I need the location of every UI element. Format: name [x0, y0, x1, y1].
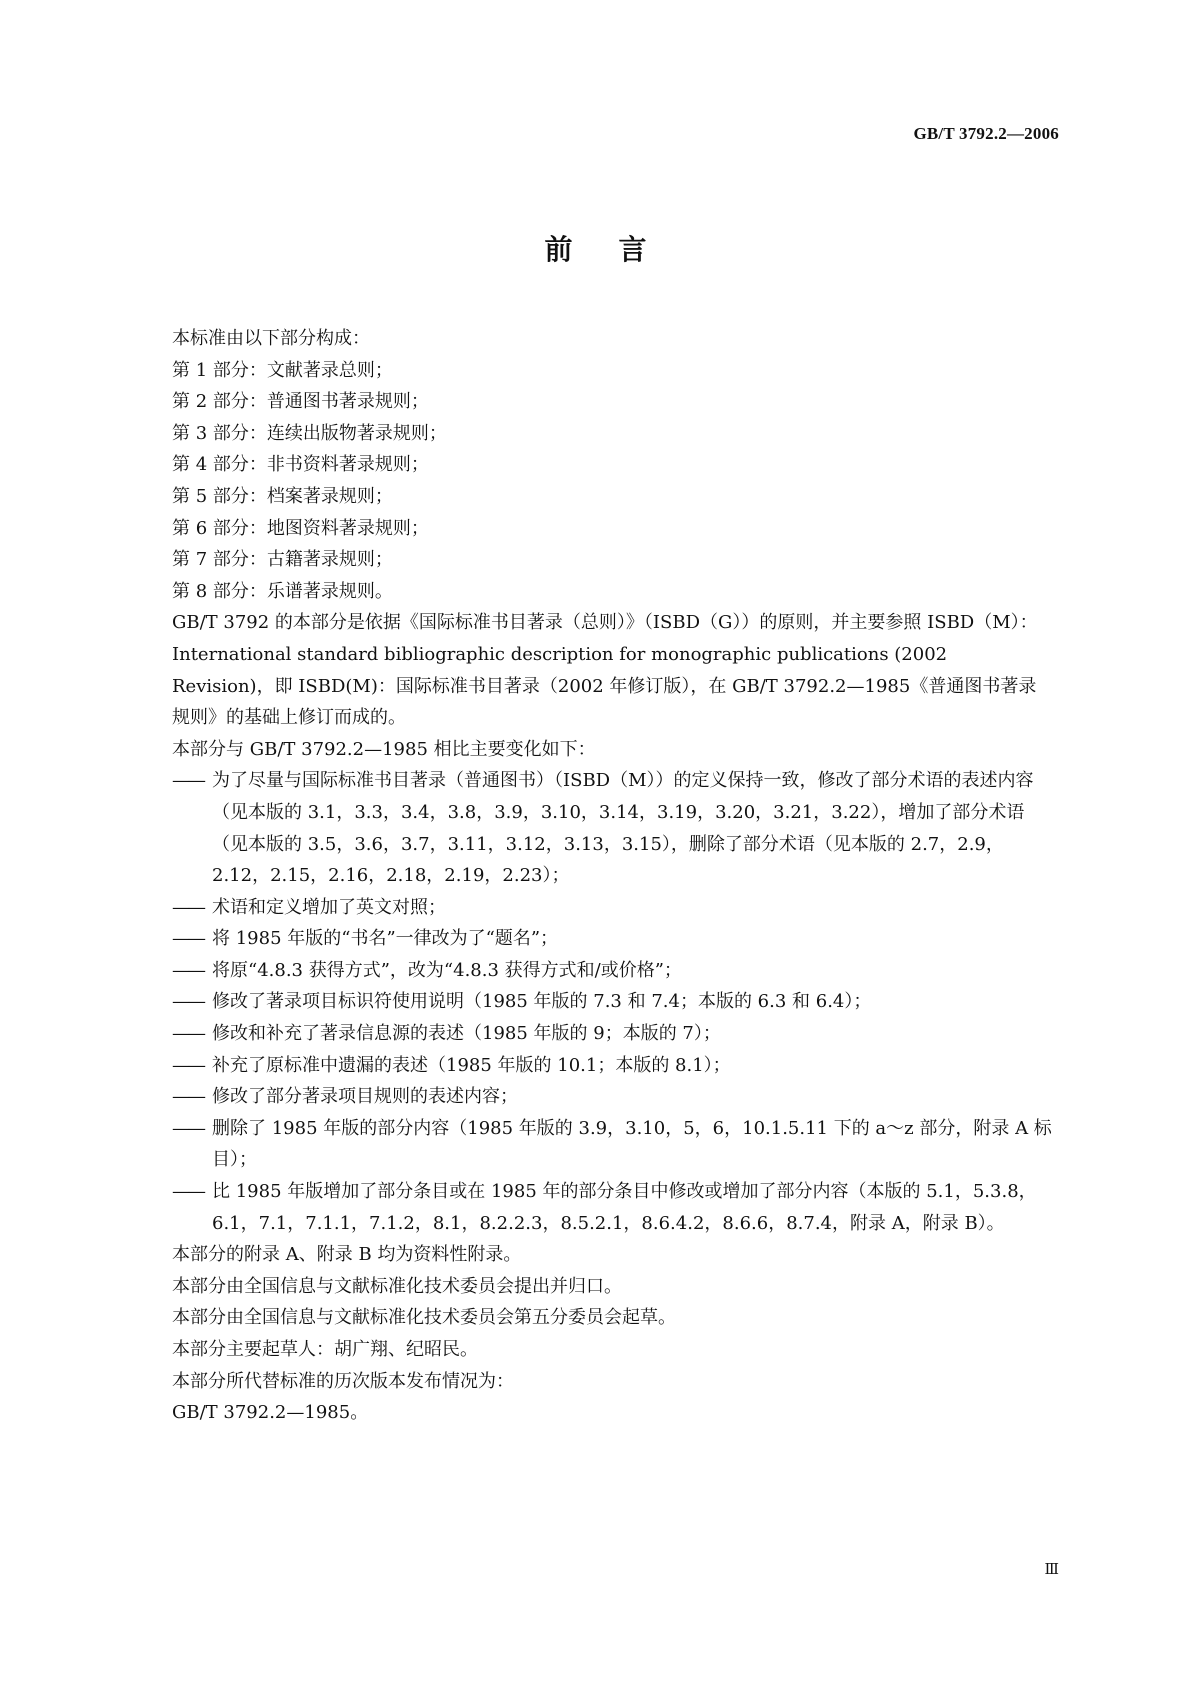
change-text: 补充了原标准中遗漏的表述（1985 年版的 10.1；本版的 8.1）； [212, 1054, 731, 1076]
dash-marker: —— [172, 1181, 204, 1203]
change-text: 删除了 1985 年版的部分内容（1985 年版的 3.9，3.10，5，6，10.1.5.11 下的 a～z 部分，附录 A 标目）； [212, 1117, 1052, 1171]
change-text: 比 1985 年版增加了部分条目或在 1985 年的部分条目中修改或增加了部分内容（本版的 5.1，5.3.8，6.1，7.1，7.1.1，7.1.2，8.1，8.2.2.3，8.5.2.1，8.6.4.2，8.6.6，8.7.4，附录 A，附录 B）。 [212, 1181, 1037, 1234]
part-item: 第 1 部分：文献著录总则； [172, 359, 393, 381]
change-text: 术语和定义增加了英文对照； [212, 896, 446, 918]
change-item [172, 1176, 1054, 1239]
page-title: 前言 [544, 233, 693, 266]
closing-line: 本部分主要起草人：胡广翔、纪昭民。 [172, 1339, 478, 1360]
standard-code-header: GB/T 3792.2—2006 [913, 124, 1059, 143]
changes-list [172, 765, 1054, 1239]
change-item [172, 1081, 1054, 1113]
change-text: 修改和补充了著录信息源的表述（1985 年版的 9；本版的 7）； [212, 1023, 721, 1045]
dash-marker: —— [172, 959, 204, 981]
part-item: 第 8 部分：乐谱著录规则。 [172, 580, 393, 602]
dash-marker: —— [172, 1086, 204, 1108]
change-item [172, 923, 1054, 955]
closing-line: 本部分由全国信息与文献标准化技术委员会提出并归口。 [172, 1275, 622, 1297]
page-number: Ⅲ [1044, 1562, 1059, 1578]
part-item: 第 4 部分：非书资料著录规则； [172, 454, 429, 476]
change-text: 将原“4.8.3 获得方式”，改为“4.8.3 获得方式和/或价格”； [212, 959, 682, 981]
change-item [172, 1050, 1054, 1082]
parts-list [172, 355, 1054, 608]
parts-intro: 本标准由以下部分构成： [172, 328, 370, 349]
basis-paragraph: GB/T 3792 的本部分是依据《国际标准书目著录（总则）》（ISBD（G））的原则，并主要参照 ISBD（M）：International standard bibliographic description for monographic publications (2002 Revision)，即 ISBD(M)：国际标准书目著录（2002 年修订版），在 GB/T 3792.2—1985《普通图书著录规则》的基础上修订而成的。 [172, 612, 1038, 729]
foreword-body [172, 323, 1054, 1429]
part-item: 第 3 部分：连续出版物著录规则； [172, 422, 447, 444]
closing-statements [172, 1239, 1054, 1429]
change-item [172, 986, 1054, 1018]
part-item: 第 2 部分：普通图书著录规则； [172, 391, 429, 413]
changes-intro: 本部分与 GB/T 3792.2—1985 相比主要变化如下： [172, 738, 596, 760]
dash-marker: —— [172, 1054, 204, 1076]
dash-marker: —— [172, 1023, 204, 1045]
change-text: 将 1985 年版的“书名”一律改为了“题名”； [212, 928, 559, 950]
closing-line: 本部分由全国信息与文献标准化技术委员会第五分委员会起草。 [172, 1307, 676, 1329]
dash-marker: —— [172, 991, 204, 1013]
dash-marker: —— [172, 1117, 204, 1139]
change-text: 修改了著录项目标识符使用说明（1985 年版的 7.3 和 7.4；本版的 6.3 和 6.4）； [212, 991, 872, 1013]
part-item: 第 5 部分：档案著录规则； [172, 485, 393, 507]
change-item [172, 955, 1054, 987]
dash-marker: —— [172, 896, 204, 918]
closing-line: GB/T 3792.2—1985。 [172, 1402, 369, 1424]
change-text: 为了尽量与国际标准书目著录（普通图书）（ISBD（M））的定义保持一致，修改了部分术语的表述内容（见本版的 3.1，3.3，3.4，3.8，3.9，3.10，3.14，3.19，3.20，3.21，3.22），增加了部分术语（见本版的 3.5，3.6，3.7，3.11，3.12，3.13，3.15），删除了部分术语（见本版的 2.7，2.9，2.12，2.15，2.16，2.18，2.19，2.23）； [212, 770, 1034, 887]
change-item [172, 1018, 1054, 1050]
change-item [172, 1113, 1054, 1176]
dash-marker: —— [172, 928, 204, 950]
change-item [172, 892, 1054, 924]
closing-line: 本部分所代替标准的历次版本发布情况为： [172, 1370, 514, 1392]
dash-marker: —— [172, 770, 204, 792]
part-item: 第 7 部分：古籍著录规则； [172, 549, 393, 571]
part-item: 第 6 部分：地图资料著录规则； [172, 517, 429, 539]
change-text: 修改了部分著录项目规则的表述内容； [212, 1086, 518, 1108]
closing-line: 本部分的附录 A、附录 B 均为资料性附录。 [172, 1244, 522, 1266]
change-item [172, 765, 1054, 891]
